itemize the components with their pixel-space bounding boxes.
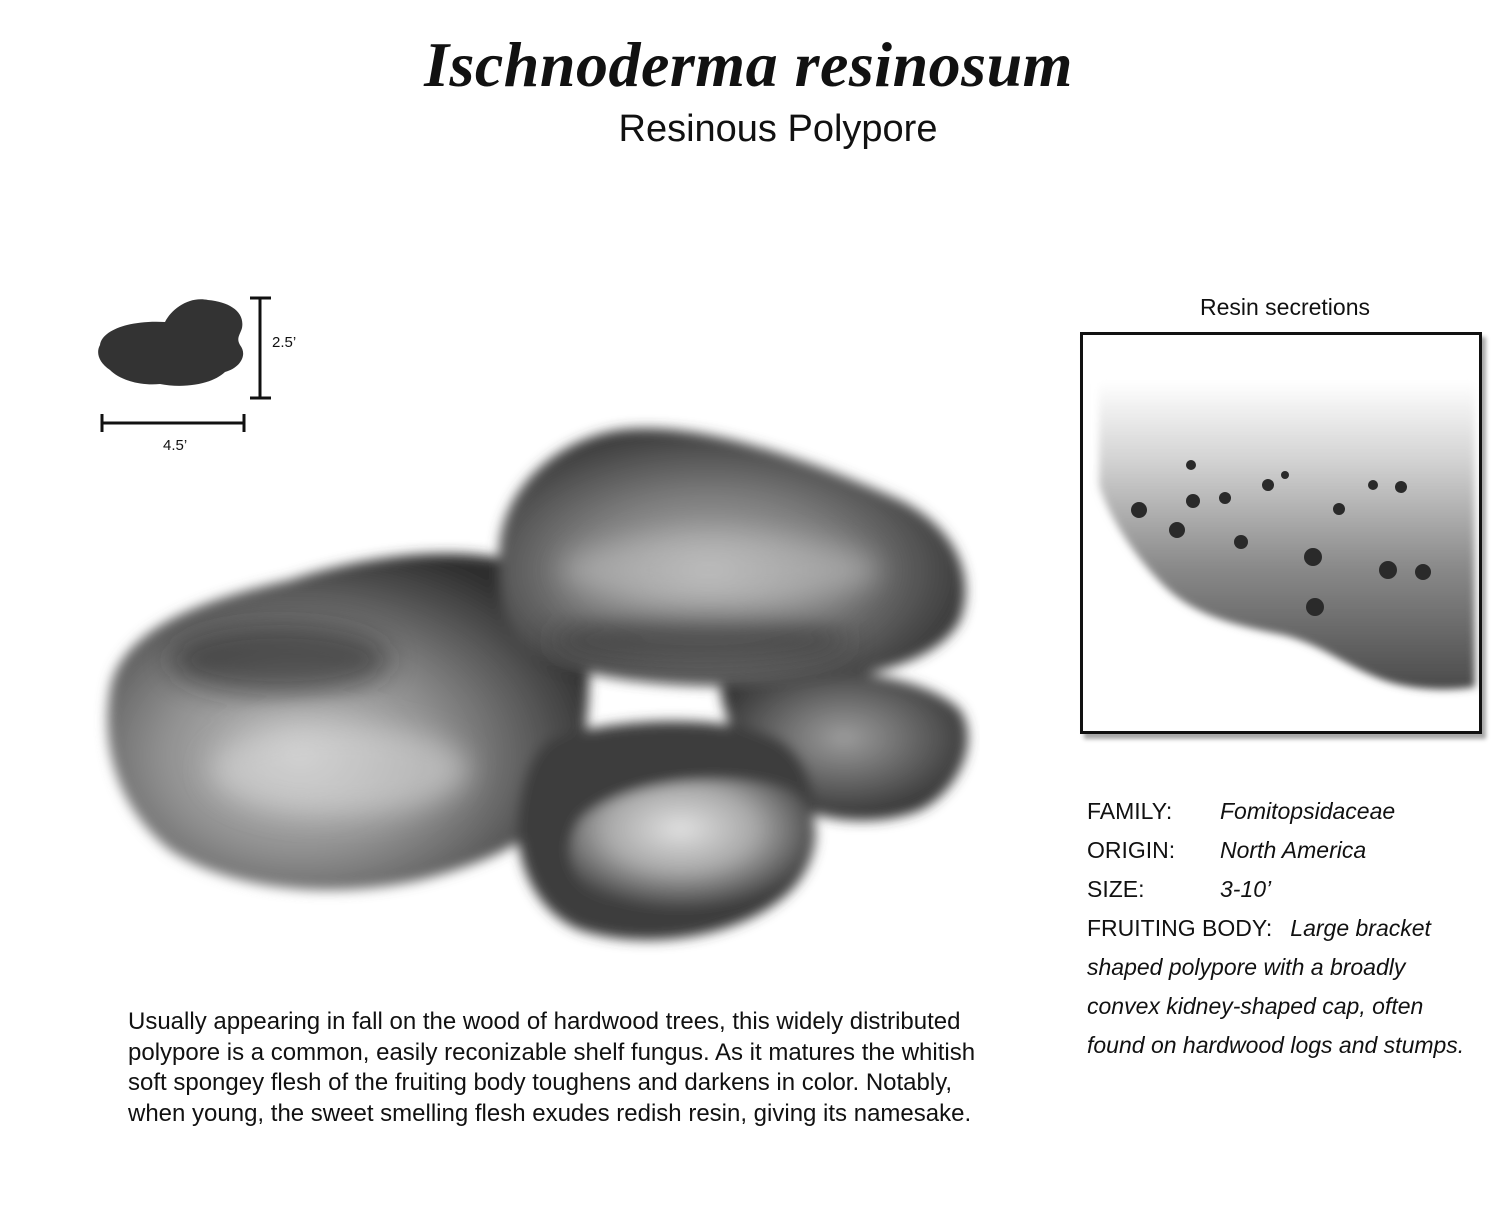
origin-value: North America [1220, 837, 1367, 863]
fruiting-body-line-3: convex kidney-shaped cap, often [1087, 993, 1424, 1019]
inset-caption: Resin secretions [1199, 294, 1371, 320]
fruiting-body-line-1: Large bracket [1290, 915, 1431, 941]
origin-label: ORIGIN: [1087, 837, 1176, 863]
fruiting-row [1087, 909, 1487, 948]
fruiting-body-line-2: shaped polypore with a broadly [1087, 954, 1406, 980]
fungus-illustration [80, 410, 980, 960]
cap-surface [1099, 381, 1475, 689]
page-subtitle: Resinous Polypore [618, 108, 938, 150]
height-bar [250, 298, 271, 398]
description-line-3: soft spongey flesh of the fruiting body toughens and darkens in color. Notably, [128, 1069, 953, 1096]
size-label: SIZE: [1087, 876, 1145, 902]
description-line-4: when young, the sweet smelling flesh exudes redish resin, giving its namesake. [128, 1099, 972, 1127]
description-line-1: Usually appearing in fall on the wood of hardwood trees, this widely distributed [128, 1008, 961, 1035]
fact-sheet [1087, 792, 1487, 1065]
size-value: 3-10’ [1220, 876, 1272, 902]
description-paragraph [128, 1007, 1008, 1129]
height-label: 2.5’ [272, 334, 297, 351]
size-row [1087, 870, 1487, 909]
page-title: Ischnoderma resinosum [424, 29, 1073, 100]
description-line-2: polypore is a common, easily reconizable shelf fungus. As it matures the whitish [128, 1038, 976, 1066]
resin-inset-frame [1080, 332, 1482, 734]
resin-secretions-illustration [1083, 335, 1479, 731]
family-row [1087, 792, 1487, 831]
fruiting-body-line-4: found on hardwood logs and stumps. [1087, 1032, 1465, 1058]
fungus-silhouette [98, 299, 243, 386]
origin-row [1087, 831, 1487, 870]
fruiting-body-label: FRUITING BODY: [1087, 915, 1273, 941]
family-label: FAMILY: [1087, 798, 1173, 824]
family-value: Fomitopsidaceae [1220, 798, 1396, 824]
width-label: 4.5’ [163, 437, 188, 454]
